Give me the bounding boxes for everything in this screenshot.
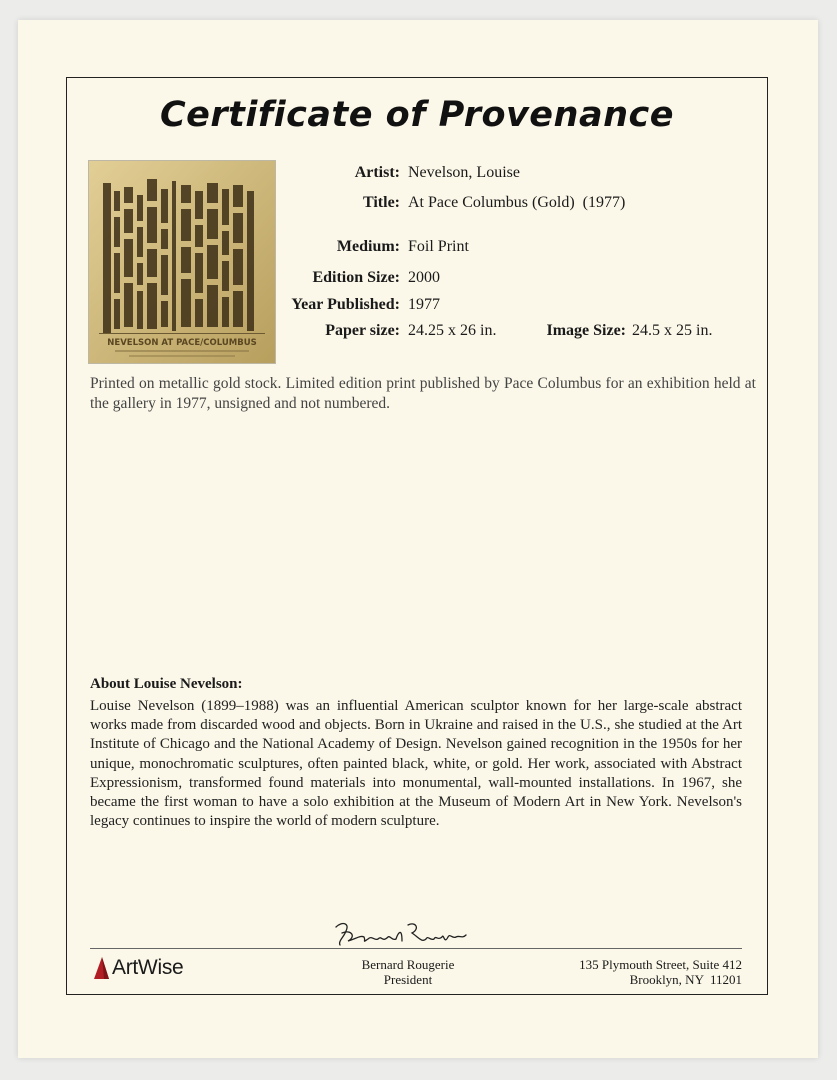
about-heading: About Louise Nevelson: [90,676,243,692]
artwork-image [89,161,275,363]
medium-label: Medium: [336,238,400,255]
image-size-label: Image Size: [546,322,626,339]
medium-value: Foil Print [408,238,469,255]
artwork-description: Printed on metallic gold stock. Limited edition print published by Pace Columbus for an exhibition held at the gallery in 1977, unsigned and not numbered. [90,375,756,412]
year-value: 1977 [408,296,440,313]
artist-value: Nevelson, Louise [408,164,520,181]
year-label: Year Published: [291,296,400,313]
signer-name: Bernard Rougerie [361,957,455,972]
signer-title: President [383,972,433,987]
artwise-logo-text: ArtWise [112,956,184,979]
title-label: Title: [362,194,400,211]
signer-block [318,957,498,987]
edition-value: 2000 [408,269,440,286]
certificate-title: Certificate of Provenance [160,95,674,135]
signature-line [90,948,742,949]
artwise-logo [92,956,183,980]
artist-label: Artist: [354,164,400,181]
signature-image [332,915,472,951]
artwise-logo-icon [92,957,110,979]
edition-label: Edition Size: [312,269,400,286]
paper-size-label: Paper size: [325,322,400,339]
signature [332,915,472,956]
paper-size-value: 24.25 x 26 in. [408,322,497,339]
artwork-thumbnail [88,160,276,364]
title-value: At Pace Columbus (Gold) (1977) [408,194,626,211]
thumbnail-caption: NEVELSON AT PACE/COLUMBUS [107,338,257,348]
about-text: Louise Nevelson (1899–1988) was an influential American sculptor known for her large-scale abstract works made from discarded wood and objects. Born in Ukraine and raised in the U.S., she studied at the Art Institute of Chicago and the National Academy of Design. Nevelson gained recognition in the 1950s for her unique, monochromatic sculptures, often painted black, white, or gold. Her work, associated with Abstract Expressionism, transformed found materials into monumental, wall-mounted installations. In 1967, she became the first woman to have a solo exhibition at the Museum of Modern Art in New York. Nevelson's legacy continues to inspire the world of modern sculpture. [90,698,742,830]
address-line-1: 135 Plymouth Street, Suite 412 [579,957,742,972]
address-block [579,957,742,987]
image-size-value: 24.5 x 25 in. [632,322,713,339]
address-line-2: Brooklyn, NY 11201 [629,972,742,987]
